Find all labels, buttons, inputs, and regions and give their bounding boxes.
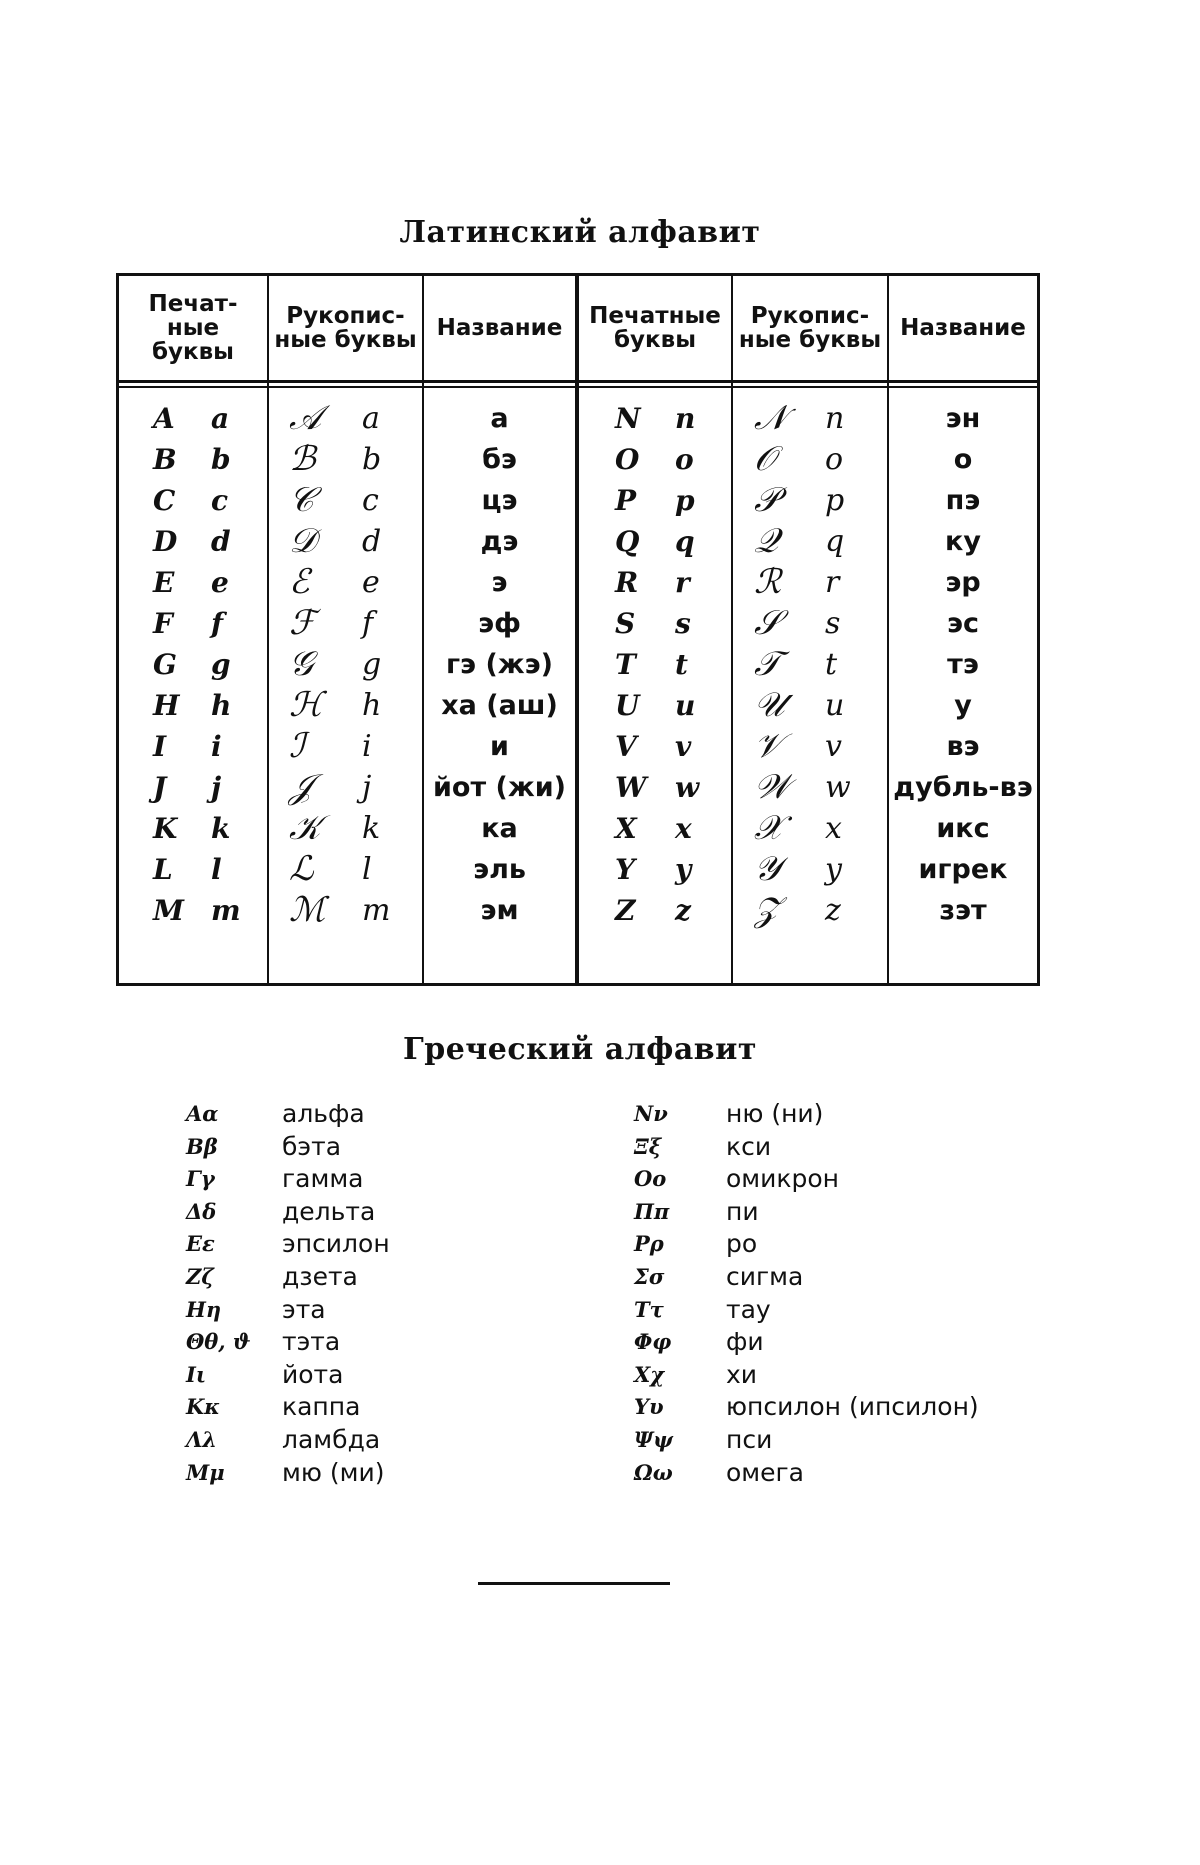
latin-cell-pu: C <box>153 484 176 517</box>
latin-cell-name2: о <box>953 444 973 475</box>
latin-row <box>119 890 1037 931</box>
greek-letter-name: фи <box>726 1327 764 1357</box>
latin-cell-pu2: W <box>615 771 647 804</box>
greek-letter-item <box>186 1098 486 1131</box>
greek-letter-item <box>186 1457 486 1490</box>
latin-cell-pl: a <box>211 402 230 435</box>
greek-letter-item <box>186 1228 486 1261</box>
greek-letter-name: ро <box>726 1229 758 1259</box>
latin-cell-pl2: t <box>675 648 688 681</box>
latin-cell-hl2: v <box>825 729 842 764</box>
latin-cell-name: гэ (жэ) <box>445 649 554 680</box>
greek-letter-symbol: Kκ <box>186 1394 220 1420</box>
latin-cell-hu2: 𝒴 <box>754 849 781 889</box>
latin-cell-hl: g <box>362 647 382 682</box>
greek-letter-item <box>186 1131 486 1164</box>
latin-cell-name: э <box>491 567 508 598</box>
latin-cell-pl: b <box>211 443 231 476</box>
latin-cell-pu: K <box>153 812 178 845</box>
latin-cell-pu2: N <box>615 402 641 435</box>
greek-letter-item <box>186 1391 486 1424</box>
greek-letter-item <box>634 1196 1054 1229</box>
latin-cell-hl2: y <box>825 852 842 887</box>
header-rule <box>119 380 1037 388</box>
greek-letter-item <box>634 1163 1054 1196</box>
greek-letter-name: каппа <box>282 1392 361 1422</box>
greek-letter-name: тэта <box>282 1327 341 1357</box>
latin-cell-pl2: x <box>675 812 692 845</box>
latin-cell-hl: c <box>362 483 379 518</box>
latin-cell-pl: i <box>211 730 222 763</box>
latin-cell-hl: b <box>362 442 382 477</box>
greek-letter-symbol: Tτ <box>634 1296 664 1322</box>
greek-letter-name: йота <box>282 1359 344 1389</box>
latin-cell-hu: ℐ <box>289 726 305 766</box>
latin-cell-hl: e <box>362 565 380 600</box>
greek-alphabet-title: Греческий алфавит <box>403 1032 757 1067</box>
latin-row <box>119 521 1037 562</box>
latin-cell-pl2: r <box>675 566 690 599</box>
greek-letter-symbol: Zζ <box>186 1263 214 1289</box>
latin-cell-pu2: V <box>615 730 637 763</box>
latin-cell-pl2: y <box>675 853 692 886</box>
greek-letter-symbol: Pρ <box>634 1231 664 1257</box>
greek-letter-symbol: Mμ <box>186 1459 225 1485</box>
greek-letter-name: дельта <box>282 1196 376 1226</box>
latin-cell-hu: ℳ <box>289 890 326 930</box>
latin-cell-hl: l <box>362 852 372 887</box>
latin-cell-hl2: s <box>825 606 841 641</box>
latin-cell-hu2: 𝒳 <box>754 808 784 848</box>
greek-letter-symbol: Δδ <box>186 1198 217 1224</box>
latin-cell-pl: m <box>211 894 241 927</box>
latin-cell-pl: c <box>211 484 229 517</box>
greek-letter-item <box>186 1196 486 1229</box>
greek-letter-name: пси <box>726 1424 773 1454</box>
latin-cell-pu: B <box>153 443 177 476</box>
greek-letter-symbol: Γγ <box>186 1166 215 1192</box>
greek-letter-name: мю (ми) <box>282 1457 385 1487</box>
latin-cell-name2: дубль-вэ <box>893 772 1033 803</box>
latin-cell-name: а <box>490 403 509 434</box>
greek-letter-item <box>634 1261 1054 1294</box>
latin-cell-hu: ℱ <box>289 603 316 643</box>
latin-cell-pl: h <box>211 689 232 722</box>
greek-letter-symbol: Φφ <box>634 1329 672 1355</box>
greek-letter-name: эта <box>282 1294 326 1324</box>
latin-row <box>119 685 1037 726</box>
greek-letter-symbol: Υυ <box>634 1394 664 1420</box>
latin-cell-pl: f <box>211 607 224 640</box>
greek-letter-item <box>186 1294 486 1327</box>
latin-row <box>119 726 1037 767</box>
greek-letter-name: гамма <box>282 1164 364 1194</box>
header-handwritten-letters: Рукопис- ные буквы <box>274 303 417 353</box>
greek-letter-item <box>634 1098 1054 1131</box>
latin-cell-pu: H <box>153 689 180 722</box>
latin-cell-hl: d <box>362 524 382 559</box>
latin-row <box>119 603 1037 644</box>
greek-letter-symbol: Ππ <box>634 1198 670 1224</box>
latin-cell-pu: E <box>153 566 175 599</box>
greek-letter-symbol: Θθ, ϑ <box>186 1329 251 1355</box>
greek-list-left <box>186 1098 486 1489</box>
latin-cell-hl2: p <box>825 483 845 518</box>
greek-letter-symbol: Ξξ <box>634 1133 662 1159</box>
latin-cell-name2: тэ <box>947 649 979 680</box>
latin-cell-name2: эн <box>945 403 981 434</box>
latin-cell-hu2: 𝒩 <box>754 398 787 438</box>
latin-cell-hu2: 𝒯 <box>754 644 781 684</box>
latin-cell-hl2: u <box>825 688 845 723</box>
greek-letter-name: хи <box>726 1359 758 1389</box>
latin-cell-pu: M <box>153 894 184 927</box>
latin-cell-pl2: w <box>675 771 700 804</box>
greek-list-right <box>634 1098 1054 1489</box>
latin-cell-pu2: O <box>615 443 640 476</box>
latin-cell-pu2: S <box>615 607 636 640</box>
latin-cell-hl: a <box>362 401 380 436</box>
latin-row <box>119 439 1037 480</box>
latin-cell-hu: 𝒞 <box>289 480 314 520</box>
greek-letter-item <box>634 1391 1054 1424</box>
greek-letter-symbol: Iι <box>186 1361 206 1387</box>
latin-cell-pu: D <box>153 525 178 558</box>
latin-cell-name: дэ <box>480 526 519 557</box>
latin-cell-name: эф <box>478 608 521 639</box>
latin-cell-pl: g <box>211 648 231 681</box>
greek-letter-name: ню (ни) <box>726 1099 824 1128</box>
latin-cell-hu: ℋ <box>289 685 323 725</box>
latin-cell-pl2: n <box>675 402 696 435</box>
latin-cell-pu: I <box>153 730 167 763</box>
latin-cell-hu: 𝒢 <box>289 644 314 684</box>
latin-row <box>119 644 1037 685</box>
latin-row <box>119 767 1037 808</box>
greek-letter-name: сигма <box>726 1261 804 1291</box>
greek-letter-item <box>186 1261 486 1294</box>
greek-letter-name: ламбда <box>282 1424 381 1454</box>
latin-cell-hu2: 𝒱 <box>754 726 783 766</box>
latin-cell-pl: j <box>211 771 222 804</box>
latin-cell-hl: j <box>362 770 372 805</box>
latin-cell-hl: h <box>362 688 382 723</box>
greek-letter-symbol: Nν <box>634 1101 668 1126</box>
greek-letter-symbol: Oο <box>634 1166 667 1192</box>
latin-cell-hu2: 𝒮 <box>754 603 781 643</box>
header-name: Название <box>900 315 1026 341</box>
latin-cell-name: и <box>490 731 509 762</box>
latin-cell-pl2: u <box>675 689 696 722</box>
latin-cell-pu2: U <box>615 689 640 722</box>
latin-row <box>119 480 1037 521</box>
latin-row <box>119 562 1037 603</box>
latin-cell-name2: пэ <box>945 485 981 516</box>
greek-letter-symbol: Λλ <box>186 1426 218 1452</box>
latin-cell-pu: L <box>153 853 173 886</box>
header-printed-letters: Печат- ные буквы <box>148 291 238 365</box>
latin-cell-pl2: s <box>675 607 691 640</box>
latin-cell-pl2: p <box>675 484 695 517</box>
latin-cell-hl: f <box>362 606 374 641</box>
latin-cell-hu2: 𝒲 <box>754 767 790 807</box>
latin-cell-pu2: R <box>615 566 639 599</box>
latin-cell-name2: игрек <box>918 854 1008 885</box>
greek-letter-symbol: Ωω <box>634 1459 673 1485</box>
latin-cell-name2: ку <box>945 526 981 557</box>
latin-cell-pl2: v <box>675 730 692 763</box>
latin-cell-pu: J <box>153 771 167 804</box>
latin-cell-hu: 𝒟 <box>289 521 317 561</box>
latin-row <box>119 398 1037 439</box>
latin-cell-name2: икс <box>936 813 990 844</box>
greek-letter-item <box>186 1163 486 1196</box>
latin-cell-pu: G <box>153 648 177 681</box>
latin-cell-name: эль <box>473 854 526 885</box>
greek-letter-name: омикрон <box>726 1164 840 1194</box>
greek-letter-item <box>634 1359 1054 1392</box>
greek-letter-item <box>634 1228 1054 1261</box>
latin-cell-hl2: n <box>825 401 845 436</box>
latin-cell-pu2: X <box>615 812 637 845</box>
latin-cell-hu2: 𝒫 <box>754 480 779 520</box>
greek-letter-item <box>186 1359 486 1392</box>
latin-cell-name: цэ <box>481 485 518 516</box>
latin-row <box>119 849 1037 890</box>
greek-letter-symbol: Aα <box>186 1101 219 1126</box>
latin-cell-name2: эс <box>946 608 979 639</box>
greek-letter-name: юпсилон (ипсилон) <box>726 1392 979 1422</box>
latin-cell-name2: зэт <box>939 895 987 926</box>
greek-letter-name: эпсилон <box>282 1229 390 1259</box>
latin-cell-pu2: Q <box>615 525 640 558</box>
latin-cell-hu: ℒ <box>289 849 314 889</box>
greek-letter-name: тау <box>726 1294 771 1324</box>
latin-cell-pu2: T <box>615 648 636 681</box>
latin-alphabet-table <box>116 273 1040 986</box>
latin-cell-name: йот (жи) <box>433 772 566 803</box>
latin-cell-name: ха (аш) <box>441 690 558 721</box>
latin-cell-pl2: o <box>675 443 694 476</box>
latin-cell-name: эм <box>480 895 519 926</box>
latin-cell-hl2: z <box>825 893 841 928</box>
latin-cell-pu2: P <box>615 484 637 517</box>
latin-cell-hu: 𝒦 <box>289 808 321 848</box>
latin-cell-hu: ℰ <box>289 562 310 602</box>
latin-cell-hl2: w <box>825 770 851 805</box>
latin-cell-pu: F <box>153 607 173 640</box>
header-handwritten-letters: Рукопис- ные буквы <box>738 303 882 353</box>
greek-letter-item <box>634 1326 1054 1359</box>
greek-letter-name: кси <box>726 1131 772 1161</box>
latin-cell-hu2: 𝒰 <box>754 685 785 725</box>
latin-cell-pl: d <box>211 525 231 558</box>
latin-cell-pl: l <box>211 853 222 886</box>
latin-cell-hl2: t <box>825 647 838 682</box>
latin-cell-hl: k <box>362 811 381 846</box>
greek-letter-item <box>634 1457 1054 1490</box>
latin-cell-hu: 𝒜 <box>289 398 322 438</box>
latin-cell-name2: вэ <box>946 731 980 762</box>
greek-letter-symbol: Hη <box>186 1296 222 1322</box>
header-printed-letters: Печатные буквы <box>589 303 721 353</box>
greek-letter-symbol: Xχ <box>634 1361 665 1387</box>
greek-letter-item <box>634 1424 1054 1457</box>
latin-cell-name2: у <box>954 690 972 721</box>
greek-letter-symbol: Bβ <box>186 1133 218 1159</box>
latin-cell-pl2: z <box>675 894 691 927</box>
header-name: Название <box>436 315 563 341</box>
latin-cell-hl2: x <box>825 811 842 846</box>
latin-alphabet-title: Латинский алфавит <box>399 215 761 250</box>
latin-cell-pl: e <box>211 566 229 599</box>
greek-letter-item <box>634 1131 1054 1164</box>
latin-cell-hl2: q <box>825 524 845 559</box>
greek-letter-item <box>186 1326 486 1359</box>
latin-cell-hu2: 𝒪 <box>754 439 776 479</box>
latin-cell-hu: 𝒥 <box>289 767 313 807</box>
latin-cell-hu: ℬ <box>289 439 316 479</box>
latin-cell-hl2: r <box>825 565 840 600</box>
latin-cell-pu2: Y <box>615 853 635 886</box>
greek-letter-item <box>186 1424 486 1457</box>
greek-letter-symbol: Σσ <box>634 1263 665 1289</box>
latin-row <box>119 808 1037 849</box>
latin-cell-pl: k <box>211 812 231 845</box>
greek-letter-name: бэта <box>282 1131 342 1161</box>
latin-cell-pu2: Z <box>615 894 636 927</box>
greek-letter-symbol: Eε <box>186 1231 215 1257</box>
latin-cell-pl2: q <box>675 525 695 558</box>
latin-cell-name: бэ <box>482 444 517 475</box>
greek-letter-name: дзета <box>282 1261 358 1291</box>
latin-cell-name2: эр <box>945 567 981 598</box>
greek-letter-symbol: Ψψ <box>634 1426 673 1452</box>
greek-letter-item <box>634 1294 1054 1327</box>
latin-cell-hl: m <box>362 893 391 928</box>
latin-cell-hl2: o <box>825 442 844 477</box>
latin-cell-hl: i <box>362 729 372 764</box>
end-rule <box>478 1582 670 1585</box>
latin-cell-hu2: 𝒬 <box>754 521 779 561</box>
greek-letter-name: омега <box>726 1457 804 1487</box>
latin-cell-name: ка <box>481 813 518 844</box>
latin-cell-hu2: ℛ <box>754 562 782 602</box>
greek-letter-name: пи <box>726 1196 759 1226</box>
latin-cell-pu: A <box>153 402 175 435</box>
greek-letter-name: альфа <box>282 1099 365 1128</box>
latin-cell-hu2: 𝒵 <box>754 890 780 930</box>
